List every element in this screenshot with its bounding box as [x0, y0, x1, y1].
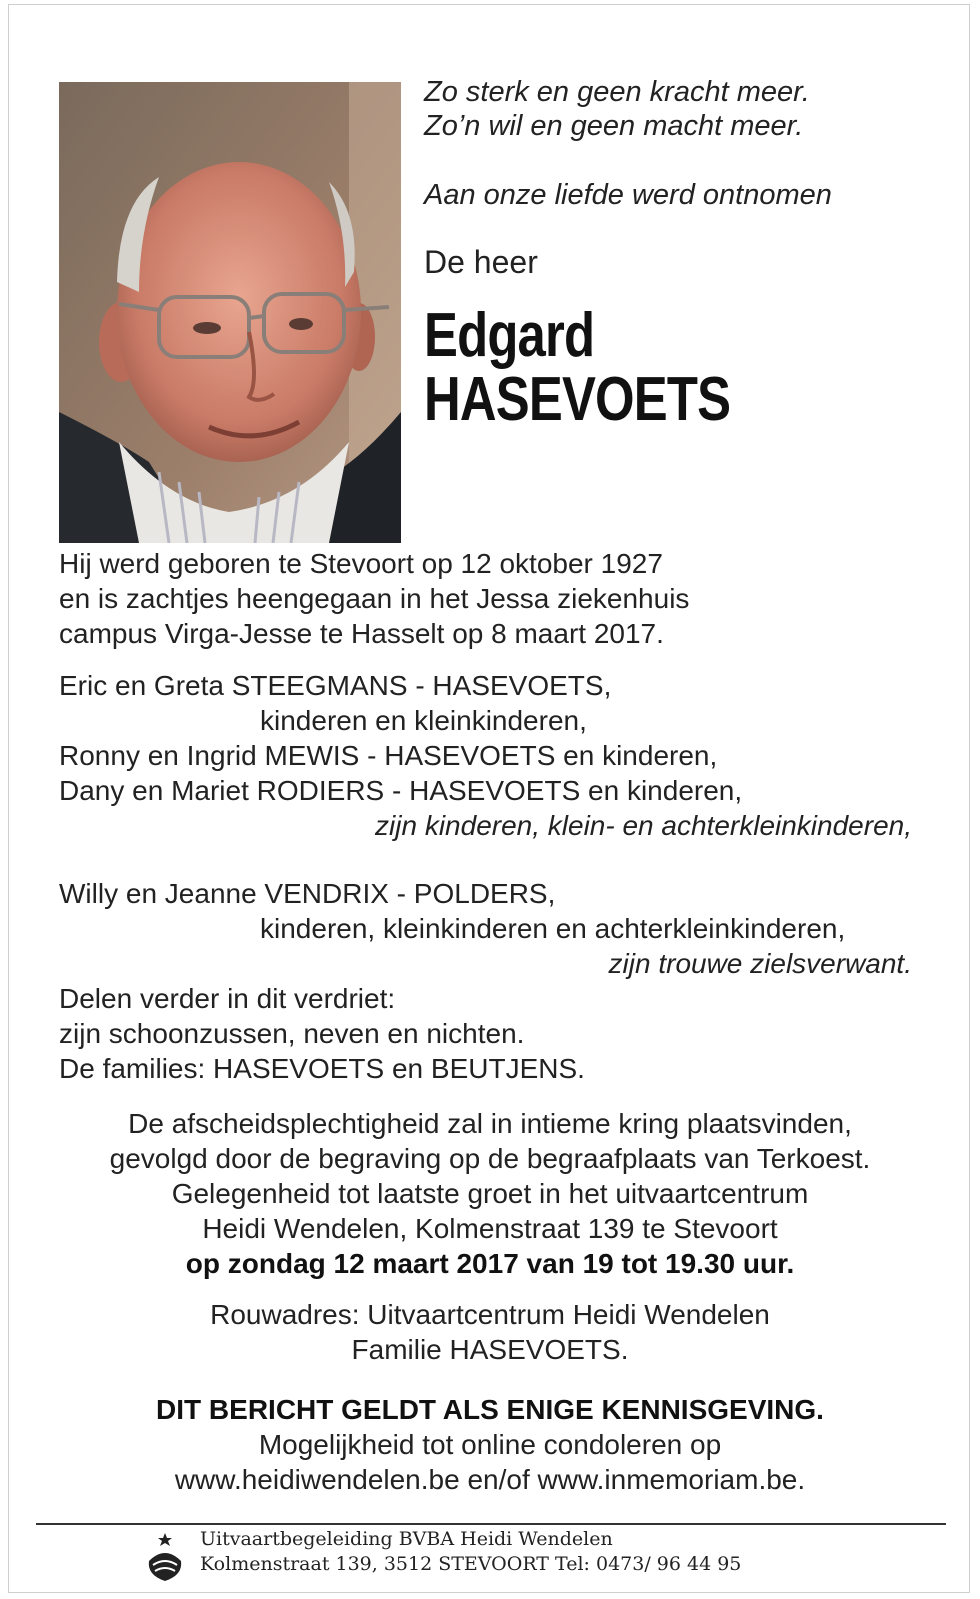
family-line: Delen verder in dit verdriet:: [59, 983, 396, 1014]
family-line: Willy en Jeanne VENDRIX - POLDERS,: [59, 878, 556, 909]
ceremony-time: op zondag 12 maart 2017 van 19 tot 19.30 uur.: [185, 1248, 795, 1279]
family-line: Ronny en Ingrid MEWIS - HASEVOETS en kinderen,: [59, 740, 718, 771]
family-line: De families: HASEVOETS en BEUTJENS.: [59, 1053, 585, 1084]
family-line: kinderen, kleinkinderen en achterkleinkinderen,: [260, 913, 846, 944]
family-line: kinderen en kleinkinderen,: [260, 705, 587, 736]
ceremony-line: Gelegenheid tot laatste groet in het uitvaartcentrum: [171, 1178, 809, 1209]
address-line: Familie HASEVOETS.: [351, 1334, 629, 1365]
ceremony-line: gevolgd door de begraving op de begraafplaats van Terkoest.: [109, 1143, 871, 1174]
condolence-line: Mogelijkheid tot online condoleren op: [258, 1429, 722, 1460]
family-line: Eric en Greta STEEGMANS - HASEVOETS,: [59, 670, 612, 701]
address-line: Rouwadres: Uitvaartcentrum Heidi Wendelen: [210, 1299, 770, 1330]
ceremony-line: De afscheidsplechtigheid zal in intieme kring plaatsvinden,: [128, 1108, 852, 1139]
deceased-first-name: Edgard: [424, 301, 595, 370]
family-relation: zijn trouwe zielsverwant.: [608, 948, 912, 979]
footer-divider: [36, 1523, 946, 1525]
family-line: zijn schoonzussen, neven en nichten.: [59, 1018, 525, 1049]
birth-death-line: campus Virga-Jesse te Hasselt op 8 maart 2017.: [59, 618, 664, 649]
funeral-home-logo-icon: [143, 1531, 187, 1583]
condolence-url-line: www.heidiwendelen.be en/of www.inmemoriam.be.: [174, 1464, 806, 1495]
family-line: Dany en Mariet RODIERS - HASEVOETS en kinderen,: [59, 775, 743, 806]
birth-death-line: en is zachtjes heengegaan in het Jessa ziekenhuis: [59, 583, 690, 614]
notice-heading: DIT BERICHT GELDT ALS ENIGE KENNISGEVING.: [156, 1394, 824, 1425]
poem-line-3: Aan onze liefde werd ontnomen: [424, 179, 832, 211]
ceremony-line: Heidi Wendelen, Kolmenstraat 139 te Stevoort: [202, 1213, 778, 1244]
family-relation: zijn kinderen, klein- en achterkleinkinderen,: [375, 810, 912, 841]
footer-company: Uitvaartbegeleiding BVBA Heidi Wendelen: [200, 1528, 613, 1550]
poem-line-2: Zo’n wil en geen macht meer.: [424, 110, 804, 142]
birth-death-line: Hij werd geboren te Stevoort op 12 oktober 1927: [59, 548, 663, 579]
deceased-last-name: HASEVOETS: [424, 365, 731, 434]
portrait-photo: [59, 82, 401, 543]
honorific: De heer: [424, 244, 538, 280]
poem-line-1: Zo sterk en geen kracht meer.: [424, 76, 810, 108]
footer-contact: Kolmenstraat 139, 3512 STEVOORT Tel: 0473/ 96 44 95: [200, 1553, 742, 1575]
